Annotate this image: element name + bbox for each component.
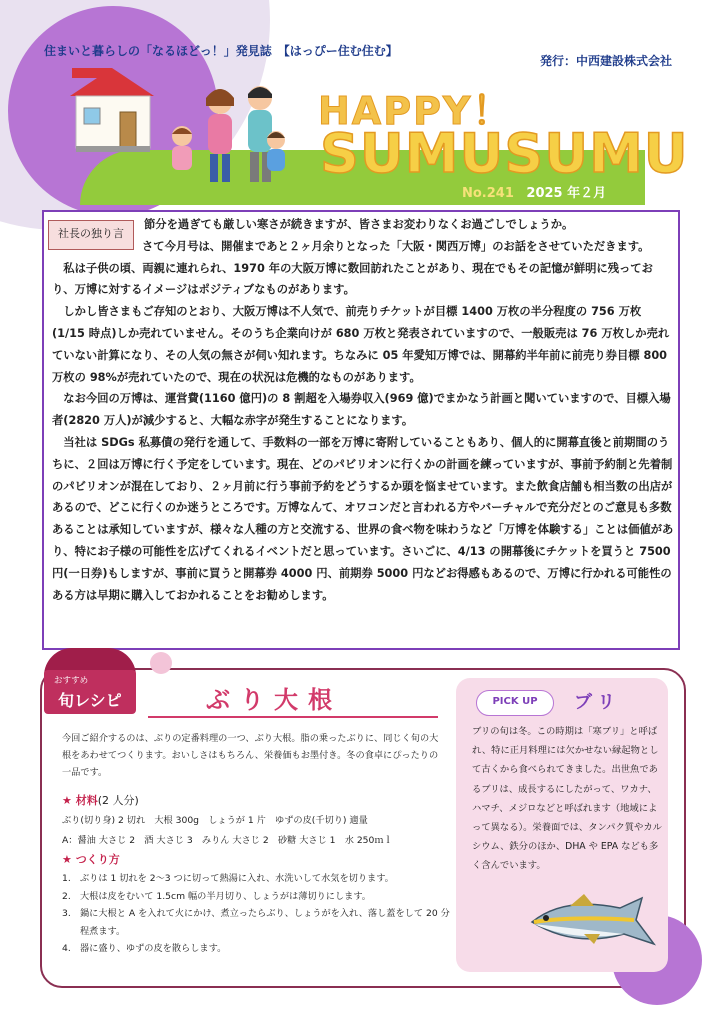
publisher-name: 発行：中西建設株式会社 bbox=[539, 54, 672, 68]
ingredients-line: ぶり(切り身) 2 切れ 大根 300g しょうが 1 片 ゆずの皮(千切り) 適量 bbox=[62, 815, 368, 826]
pickup-label: PICK UP bbox=[476, 690, 554, 716]
logo-happy-text: HAPPY！ bbox=[318, 89, 513, 133]
seasoning-line: A：醤油 大さじ 2 酒 大さじ 3 みりん 大さじ 2 砂糖 大さじ 1 水 250ｍｌ bbox=[62, 835, 393, 846]
pickup-title: ブリ bbox=[574, 692, 622, 713]
recipe-title: ぶり大根 bbox=[206, 686, 342, 714]
family-illustration bbox=[160, 80, 300, 190]
step-number: 2. bbox=[62, 890, 71, 902]
recipe-step bbox=[62, 870, 452, 888]
recipe-intro: 今回ご紹介するのは、ぶりの定番料理の一つ、ぶり大根。脂の乗ったぶりに、同じく旬の大根をあわせてつくります。おいしさはもちろん、栄養価もお墨付き。冬の食卓にぴったりの一品です。 bbox=[62, 733, 439, 778]
step-text: ぶりは 1 切れを 2～3 つに切って熱湯に入れ、水洗いして水気を切ります。 bbox=[80, 873, 394, 884]
decorative-pink-dot bbox=[150, 652, 172, 674]
recipe-step bbox=[62, 905, 452, 940]
step-number: 1. bbox=[62, 873, 71, 884]
column-paragraph: 私は子供の頃、両親に連れられ、1970 年の大阪万博に数回訪れたことがあり、現在でもその記憶が鮮明に残っており、万博に対するイメージはポジティブなものがあります。 bbox=[52, 261, 653, 297]
issue-info bbox=[462, 182, 606, 201]
president-column-label: 社長の独り言 bbox=[48, 220, 134, 250]
house-illustration bbox=[62, 62, 162, 154]
step-number: 4. bbox=[62, 943, 71, 954]
ingredients-heading bbox=[62, 792, 139, 808]
step-text: 器に盛り、ゆずの皮を散らします。 bbox=[80, 943, 227, 954]
logo-sumusumu-text: SUMUSUMU bbox=[320, 122, 689, 185]
steps-heading: ★ つくり方 bbox=[62, 853, 120, 866]
recipe-steps bbox=[62, 870, 452, 958]
yellowtail-fish-illustration bbox=[524, 890, 664, 952]
step-text: 大根は皮をむいて 1.5cm 幅の半月切り、しょうがは薄切りにします。 bbox=[80, 890, 371, 902]
badge-small-text: おすすめ bbox=[54, 676, 89, 686]
ingredients-servings: (2 人分) bbox=[97, 794, 139, 807]
issue-date: 2025 年２月 bbox=[526, 186, 607, 201]
recipe-title-underline bbox=[148, 716, 438, 718]
pickup-text: ブリの旬は冬。この時期は「寒ブリ」と呼ばれ、特に正月料理には欠かせない縁起物として古くから食べられてきました。出世魚であるブリは、成長するにしたがって、ワカナ、ハマチ、メジロなどと呼ばれます（地域によって異なる）。栄養面では、タンパク質やカルシウム、鉄分のほか、DHA や EPA なども多く含んでいます。 bbox=[472, 726, 662, 872]
magazine-tagline: 住まいと暮らしの「なるほどっ！」発見誌 【はっぴー住む住む】 bbox=[44, 44, 398, 58]
ingredients-heading-label: ★ 材料 bbox=[62, 794, 98, 807]
recipe-step bbox=[62, 888, 452, 906]
recipe-step bbox=[62, 940, 452, 958]
column-paragraph: 当社は SDGs 私募債の発行を通して、手数料の一部を万博に寄附していることもあり、個人的に開幕直後と前期間のうちに、２回は万博に行く予定をしています。現在、どのパビリオンに行くかの計画を練っていますが、事前予約制と先着制のパビリオンが混在しており、２ヶ月前に行う事前予約をどうするか頭を悩ませています。また飲食店舗も相当数の出店があるので、どこに行くのか迷うところです。万博なんて、オワコンだと言われる方やバーチャルで充分だとのご意見も多数あることは承知していますが、様々な人種の方と交流する、世界の食べ物を味わうなど「万博を体験する」ことは価値があり、特にお子様の可能性を広げてくれるイベントだと思っています。さいごに、4/13 の開幕後にチケットを買うと 7500 円(一日券)もしますが、事前に買うと開幕券 4000 円、前期券 5000 円などお得感もあるので、万博に行かれる可能性のある方は早期に購入しておかれることをお勧めします。 bbox=[52, 435, 674, 602]
column-paragraph: しかし皆さまもご存知のとおり、大阪万博は不人気で、前売りチケットが目標 1400 万枚の半分程度の 756 万枚(1/15 時点)しか売れていません。そのうち企業向けが 680 万枚と発表されていますので、一般販売は 76 万枚しか売れていない計算になり、その人気の無さが伺い知れます。ちなみに 05 年愛知万博では、開幕約半年前に前売り券目標 800 万枚の 98%が売れていたので、現在の状況は危機的なものがあります。 bbox=[52, 305, 670, 384]
step-text: 鍋に大根と A を入れて火にかけ、煮立ったらぶり、しょうがを入れ、落し蓋をして 20 分程煮ます。 bbox=[80, 908, 450, 937]
step-number: 3. bbox=[62, 908, 71, 919]
column-paragraph: 節分を過ぎても厳しい寒さが続きますが、皆さまお変わりなくお過ごしでしょうか。 bbox=[144, 218, 574, 231]
issue-number: No.241 bbox=[462, 186, 514, 201]
president-column-text bbox=[52, 214, 674, 606]
column-paragraph: さて今月号は、開催まであと２ヶ月余りとなった「大阪・関西万博」のお話をさせていただきます。 bbox=[142, 239, 650, 253]
column-paragraph: なお今回の万博は、運営費(1160 億円)の 8 割超を入場券収入(969 億)でまかなう計画と聞いていますので、目標入場者(2820 万人)が減少すると、大幅な赤字が発生することになります。 bbox=[52, 392, 671, 428]
recipe-badge bbox=[44, 648, 136, 718]
badge-big-text: 旬レシピ bbox=[58, 691, 122, 710]
